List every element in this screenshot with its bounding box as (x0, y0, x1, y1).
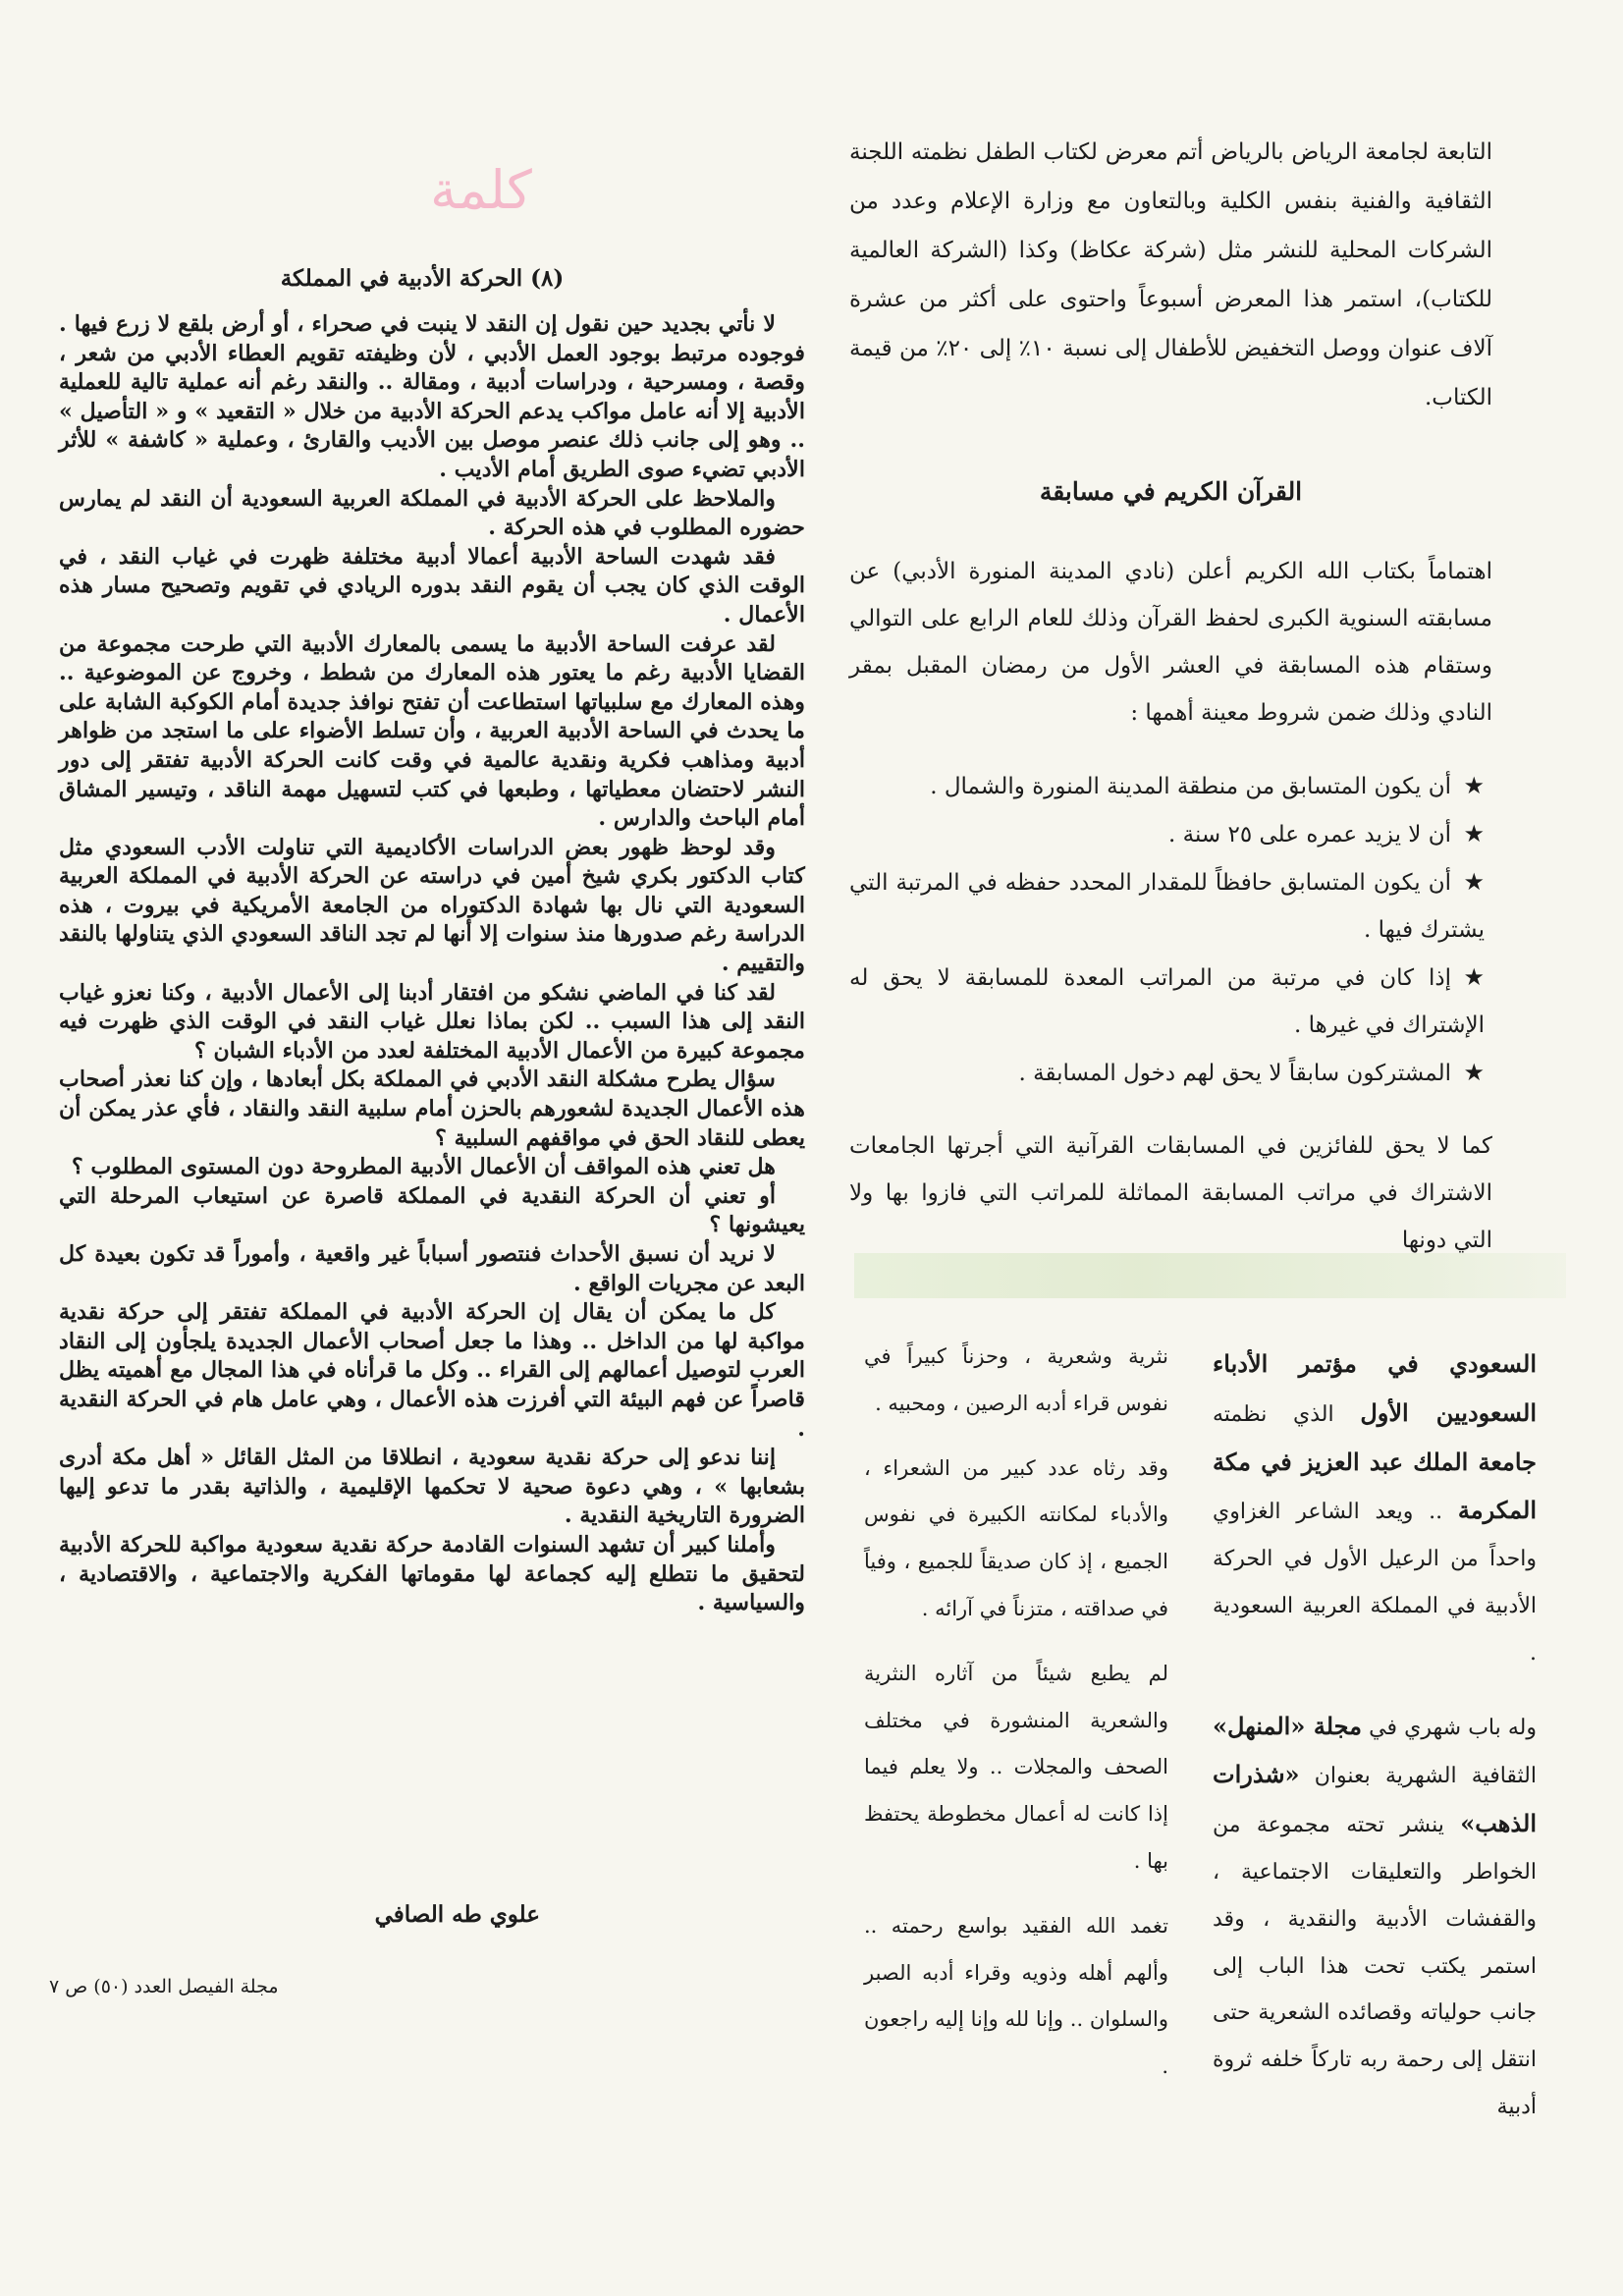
obituary-paragraph: نثرية وشعرية ، وحزناً كبيراً في نفوس قراء أدبه الرصين ، ومحبيه . (864, 1344, 1168, 1415)
kalima-paragraph: فقد شهدت الساحة الأدبية أعمالا أدبية مختلفة ظهرت في غياب النقد ، في الوقت الذي كان يجب أن يقوم النقد بدوره الريادي في تقويم وتصحيح مسار هذه الأعمال . (59, 543, 805, 628)
kalima-paragraph: والملاحظ على الحركة الأدبية في المملكة العربية السعودية أن النقد لم يمارس حضوره المطلوب في هذه الحركة . (59, 485, 805, 541)
kalima-paragraph: لقد عرفت الساحة الأدبية ما يسمى بالمعارك الأدبية التي طرحت مجموعة من القضايا الأدبية رغم ما يعتور هذه المعارك من شطط ، وخروج عن الموضوعية .. وهذه المعارك مع سلبياتها استطاعت أن تفتح نوافذ جديدة أمام الكوكبة الشابة على ما يحدث في الساحة الأدبية العربية ، وأن تسلط الأضواء على ما استجد من ظواهر أدبية ومذاهب فكرية ونقدية عالمية في وقت كانت الحركة الأدبية تفتقر إلى دور النشر لاحتضان معطياتها ، وطبعها في كتب لتسهيل مهمة الناقد ، وتيسير المشاق أمام الباحث والدارس . (59, 630, 805, 832)
quran-closing: كما لا يحق للفائزين في المسابقات القرآنية التي أجرتها الجامعات الاشتراك في مراتب المسابقة المماثلة للمراتب التي فازوا بها ولا التي دونها (849, 1133, 1492, 1253)
star-icon: ★ (1463, 820, 1485, 847)
quran-section-body (849, 548, 1492, 1264)
condition-item: ★أن يكون المتسابق من منطقة المدينة المنورة والشمال . (849, 762, 1492, 810)
obituary-column-b (864, 1334, 1168, 2091)
obituary-paragraph: تغمد الله الفقيد بواسع رحمته .. وألهم أهله وذويه وقراء أدبه الصبر والسلوان .. وإنا لله وإنا إليه راجعون . (864, 1913, 1168, 2079)
star-icon: ★ (1463, 1059, 1485, 1086)
kalima-paragraph: وأملنا كبير أن تشهد السنوات القادمة حركة نقدية سعودية مواكبة للحركة الأدبية لتحقيق ما نتطلع إليه كجماعة لها مقوماتها الفكرية والاجتماعية ، والاقتصادية ، والسياسية . (59, 1531, 805, 1616)
star-icon: ★ (1463, 963, 1485, 991)
obituary-paragraph: لم يطبع شيئاً من آثاره النثرية والشعرية المنشورة في مختلف الصحف والمجلات .. ولا يعلم فيما إذا كانت له أعمال مخطوطة يحتفظ بها . (864, 1661, 1168, 1873)
condition-item: ★أن يكون المتسابق حافظاً للمقدار المحدد حفظه في المرتبة التي يشترك فيها . (849, 858, 1492, 954)
kalima-paragraph: هل تعني هذه المواقف أن الأعمال الأدبية المطروحة دون المستوى المطلوب ؟ (71, 1154, 776, 1180)
section-divider (854, 1253, 1566, 1298)
book-fair-article (849, 128, 1492, 422)
page-footer: مجلة الفيصل العدد (٥٠) ص ٧ (49, 1976, 279, 1997)
star-icon: ★ (1463, 772, 1485, 799)
quran-intro: اهتماماً بكتاب الله الكريم أعلن (نادي المدينة المنورة الأدبي) عن مسابقته السنوية الكبرى لحفظ القرآن وذلك للعام الرابع على التوالي وستقام هذه المسابقة في العشر الأول من رمضان المقبل بمقر النادي وذلك ضمن شروط معينة أهمها : (849, 559, 1492, 726)
kalima-paragraph: سؤال يطرح مشكلة النقد الأدبي في المملكة بكل أبعادها ، وإن كنا نعذر أصحاب هذه الأعمال الجديدة لشعورهم بالحزن أمام سلبية النقد والنقاد ، فأي عذر يمكن أن يعطى للنقاد الحق في مواقفهم السلبية ؟ (59, 1066, 805, 1151)
kalima-paragraph: كل ما يمكن أن يقال إن الحركة الأدبية في المملكة تفتقر إلى حركة نقدية مواكبة لها من الداخل .. وهذا ما جعل أصحاب الأعمال الجديدة يلجأون إلى النقاد العرب لتوصيل أعمالهم إلى القراء .. وكل ما قرأناه في هذا المجال مع أهميته يظل قاصراً عن فهم البيئة التي أفرزت هذه الأعمال ، وهي عامل هام في الحركة النقدية . (59, 1299, 805, 1442)
kalima-heading: كلمة (430, 159, 532, 221)
kalima-body (59, 310, 805, 1618)
obituary-paragraph: وله باب شهري في مجلة «المنهل» الثقافية الشهرية بعنوان «شذرات الذهب» ينشر تحته مجموعة من الخواطر والتعليقات الاجتماعية ، والقفشات الأدبية والنقدية ، وقد استمر يكتب تحت هذا الباب إلى جانب حولياته وقصائده الشعرية حتى انتقل إلى رحمة ربه تاركاً خلفه ثروة أدبية (1213, 1711, 1537, 2119)
quran-section-title: القرآن الكريم في مسابقة (1039, 477, 1303, 506)
obituary-column-a (1213, 1340, 1537, 2131)
condition-item: ★المشتركون سابقاً لا يحق لهم دخول المسابقة . (849, 1049, 1492, 1097)
author-signature: علوي طه الصافي (374, 1901, 540, 1928)
kalima-paragraph: إننا ندعو إلى حركة نقدية سعودية ، انطلاقا من المثل القائل « أهل مكة أدرى بشعابها » ، وهي دعوة صحية لا تحكمها الإقليمية ، والذاتية بقدر ما تدعو إليها الضرورة التاريخية النقدية . (59, 1445, 805, 1529)
kalima-paragraph: وقد لوحظ ظهور بعض الدراسات الأكاديمية التي تناولت الأدب السعودي مثل كتاب الدكتور بكري شيخ أمين في دراسته عن الحركة الأدبية في المملكة العربية السعودية التي نال بها شهادة الدكتوراه من الجامعة الأمريكية في بيروت ، هذه الدراسة رغم صدورها منذ سنوات إلا أنها لم تجد الناقد السعودي الذي يتناولها بالنقد والتقييم . (59, 834, 805, 977)
condition-item: ★أن لا يزيد عمره على ٢٥ سنة . (849, 810, 1492, 858)
kalima-paragraph: لا نريد أن نسبق الأحداث فنتصور أسباباً غير واقعية ، وأموراً قد تكون بعيدة كل البعد عن مجريات الواقع . (59, 1241, 805, 1296)
kalima-paragraph: لقد كنا في الماضي نشكو من افتقار أدبنا إلى الأعمال الأدبية ، وكنا نعزو غياب النقد إلى هذا السبب .. لكن بماذا نعلل غياب النقد في الوقت الذي ظهرت فيه مجموعة كبيرة من الأعمال الأدبية المختلفة لعدد من الأدباء الشبان ؟ (59, 979, 805, 1064)
star-icon: ★ (1463, 868, 1485, 896)
obituary-lead: السعودي في مؤتمر الأدباء السعوديين الأول الذي نظمته جامعة الملك عبد العزيز في مكة المكرمة .. ويعد الشاعر الغزاوي واحداً من الرعيل الأول في الحركة الأدبية في المملكة العربية السعودية . (1213, 1349, 1537, 1666)
condition-item: ★إذا كان في مرتبة من المراتب المعدة للمسابقة لا يحق له الإشتراك في غيرها . (849, 954, 1492, 1049)
obituary-paragraph: وقد رثاه عدد كبير من الشعراء ، والأدباء لمكانته الكبيرة في نفوس الجميع ، إذ كان صديقاً للجميع ، وفياً في صداقته ، متزناً في آرائه . (864, 1455, 1168, 1620)
book-fair-paragraph: التابعة لجامعة الرياض بالرياض أتم معرض لكتاب الطفل نظمته اللجنة الثقافية والفنية بنفس الكلية وبالتعاون مع وزارة الإعلام وعدد من الشركات المحلية للنشر مثل (شركة عكاظ) وكذا (الشركة العالمية للكتاب)، استمر هذا المعرض أسبوعاً واحتوى على أكثر من عشرة آلاف عنوان ووصل التخفيض للأطفال إلى نسبة ١٠٪ إلى ٢٠٪ من قيمة الكتاب. (849, 139, 1492, 410)
kalima-paragraph: لا نأتي بجديد حين نقول إن النقد لا ينبت في صحراء ، أو أرض بلقع لا زرع فيها . فوجوده مرتبط بوجود العمل الأدبي ، لأن وظيفته تقويم العطاء الأدبي من شعر ، وقصة ، ومسرحية ، ودراسات أدبية ، ومقالة .. والنقد رغم أنه عملية تالية للعملية الأدبية إلا أنه عامل مواكب يدعم الحركة الأدبية من خلال « التقعيد » و « التأصيل » .. وهو إلى جانب ذلك عنصر موصل بين الأديب والقارئ ، وعملية « كاشفة » للأثر الأدبي تضيء صوى الطريق أمام الأديب . (59, 311, 805, 482)
kalima-subtitle: (٨) الحركة الأدبية في المملكة (280, 265, 565, 292)
kalima-paragraph: أو تعني أن الحركة النقدية في المملكة قاصرة عن استيعاب المرحلة التي يعيشونها ؟ (59, 1182, 805, 1238)
